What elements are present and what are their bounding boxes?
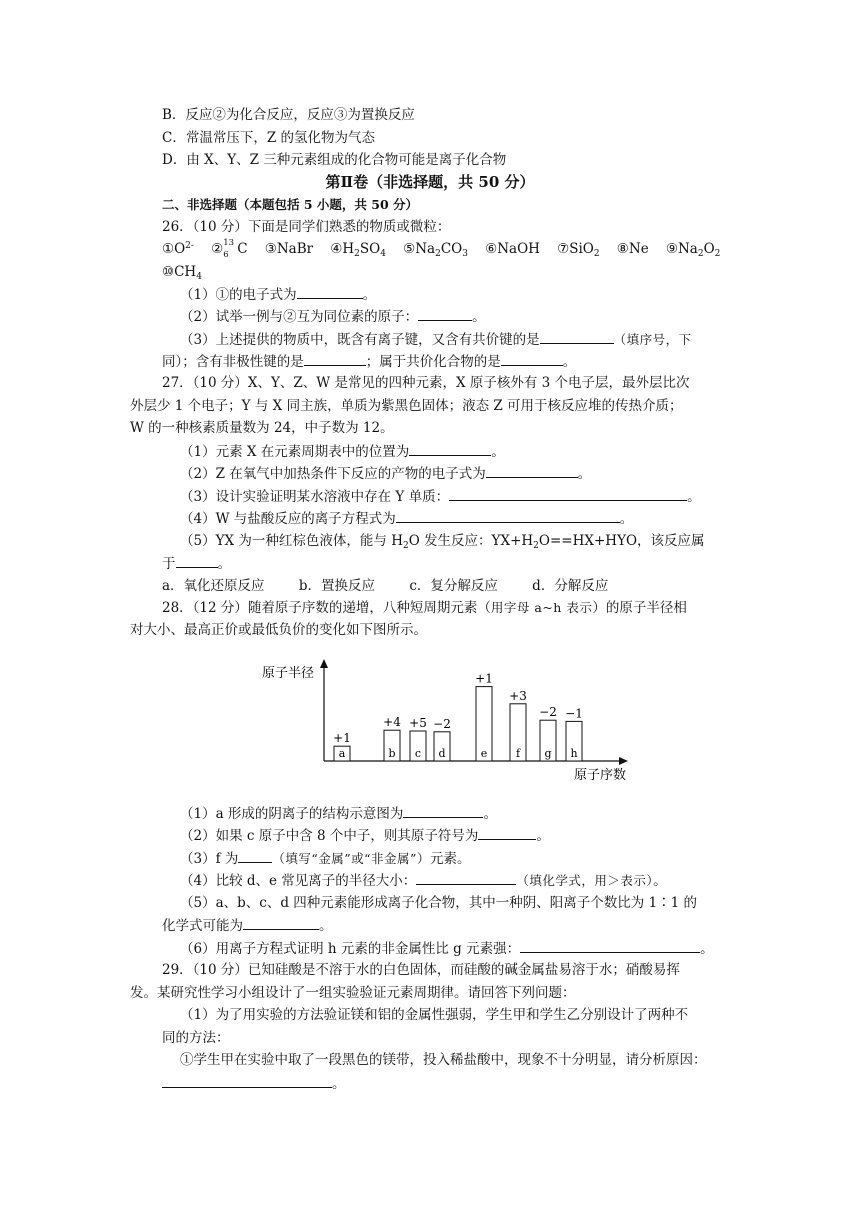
choice-a[interactable]: a．氧化还原反应 (162, 578, 265, 594)
bar-label-h: h (570, 747, 578, 760)
bar-label-g: g (544, 747, 552, 760)
q26-stem: 26．（10 分）下面是同学们熟悉的物质或微粒： (162, 219, 451, 235)
choice-d[interactable]: d．分解反应 (532, 578, 609, 594)
q27-stem-2: 外层少 1 个电子；Y 与 X 同主族，单质为紫黑色固体；液态 Z 可用于核反应堆的传热介质； (130, 398, 683, 414)
choice-b[interactable]: b．置换反应 (298, 578, 376, 594)
q29-part1: （1）为了用实验的方法验证镁和铝的金属性强弱，学生甲和学生乙分别设计了两种不 (180, 1007, 689, 1023)
part2-title: 第Ⅱ卷（非选择题，共 50 分） (325, 173, 535, 191)
q28-part6: （6）用离子方程式证明 h 元素的非金属性比 g 元素强： 。 (180, 938, 714, 959)
answer-blank[interactable] (409, 441, 491, 456)
bar-label-f: f (515, 747, 521, 760)
answer-blank[interactable] (238, 848, 272, 863)
q27-part4: （4）W 与盐酸反应的离子方程式为 。 (180, 508, 633, 529)
q28-part5-b: 化学式可能为 。 (162, 915, 333, 936)
q28-part4: （4）比较 d、e 常见离子的半径大小： （填化学式，用＞表示）。 (180, 870, 667, 891)
bar-label-e: e (480, 747, 488, 760)
answer-blank[interactable] (416, 870, 516, 885)
x-axis-label: 原子序数 (574, 768, 627, 783)
q26-part3-a: （3）上述提供的物质中，既含有离子键，又含有共价键的是 （填序号，下 (180, 329, 692, 350)
bar-label-c: c (414, 747, 422, 760)
q28-part5: （5）a、b、c、d 四种元素能形成离子化合物，其中一种阴、阳离子个数比为 1∶1 的 (180, 895, 698, 911)
answer-blank[interactable] (540, 329, 614, 344)
answer-blank[interactable] (297, 284, 363, 299)
answer-blank[interactable] (162, 1073, 332, 1088)
answer-blank[interactable] (449, 486, 687, 501)
answer-blank[interactable] (478, 825, 536, 840)
q28-part1: （1）a 形成的阴离子的结构示意图为 。 (180, 803, 497, 824)
bar-label-a: a (338, 747, 346, 760)
answer-blank[interactable] (396, 508, 620, 523)
q27-stem-1: 27．（10 分）X、Y、Z、W 是常见的四种元素，X 原子核外有 3 个电子层，最外层比次 (162, 375, 690, 391)
q25-option-d: D．由 X、Y、Z 三种元素组成的化合物可能是离子化合物 (162, 152, 507, 168)
atomic-radius-chart (250, 655, 650, 790)
answer-blank[interactable] (418, 306, 472, 321)
q26-part2: （2）试举一例与②互为同位素的原子： 。 (180, 306, 486, 327)
q25-option-c: C．常温常压下，Z 的氢化物为气态 (162, 130, 376, 146)
answer-blank[interactable] (403, 803, 483, 818)
q28-part2: （2）如果 c 原子中含 8 个中子，则其原子符号为 。 (180, 825, 550, 846)
bar-label-b: b (388, 747, 396, 760)
valence-label-d: −2 (433, 716, 451, 731)
q29-stem-2: 发。某研究性学习小组设计了一组实验验证元素周期律。请回答下列问题： (130, 985, 576, 1001)
q27-part2: （2）Z 在氧气中加热条件下反应的产物的电子式为 。 (180, 463, 591, 484)
q29-stem-1: 29．（10 分）已知硅酸是不溶于水的白色固体，而硅酸的碱金属盐易溶于水；硝酸易挥 (162, 962, 680, 978)
answer-blank[interactable] (176, 553, 218, 568)
answer-blank[interactable] (304, 351, 366, 366)
valence-label-g: −2 (539, 705, 557, 720)
q28-part3: （3）f 为 （填写“金属”或“非金属”）元素。 (180, 848, 470, 869)
q28-stem-2: 对大小、最高正价或最低负价的变化如下图所示。 (130, 622, 427, 638)
q29-answer-line: 。 (162, 1073, 346, 1094)
q27-part1: （1）元素 X 在元素周期表中的位置为 。 (180, 441, 505, 462)
y-axis-arrow (320, 659, 328, 668)
answer-blank[interactable] (501, 351, 563, 366)
section-heading: 二、非选择题（本题包括 5 小题，共 50 分） (162, 197, 419, 212)
q27-choices (162, 576, 638, 596)
answer-blank[interactable] (486, 463, 578, 478)
q27-part5: （5）YX 为一种红棕色液体，能与 $H_2O$ 发生反应：$YX+H_2O==HX+HYO$，该反应属 (180, 533, 705, 551)
q29-part1-1: ①学生甲在实验中取了一段黑色的镁带，投入稀盐酸中，现象不十分明显，请分析原因： (180, 1052, 707, 1068)
q26-part1: （1）①的电子式为 。 (180, 284, 376, 305)
q28-stem-1: 28．（12 分）随着原子序数的递增，八种短周期元素（用字母 a~h 表示）的原子半径相 (162, 600, 687, 616)
valence-label-a: +1 (333, 731, 351, 746)
q26-items: $①O^{2-}$ ② 13 6 C ③NaBr $④H_2SO_4$ $⑤Na_2CO_3$ ⑥NaOH ⑦SiO$_2$ ⑧Ne $⑨Na_2O_2$ (162, 238, 721, 260)
y-axis-label: 原子半径 (262, 666, 315, 681)
valence-label-h: −1 (565, 706, 583, 721)
valence-label-c: +5 (409, 716, 427, 730)
q29-part1-b: 同的方法： (162, 1030, 230, 1046)
answer-blank[interactable] (520, 938, 700, 953)
q27-part3: （3）设计实验证明某水溶液中存在 Y 单质： 。 (180, 486, 701, 507)
x-axis-arrow (619, 757, 628, 765)
q27-part5-b: 于 。 (162, 553, 231, 574)
valence-label-b: +4 (383, 715, 401, 730)
q26-part3-b: 同）；含有非极性键的是 ；属于共价化合物的是 。 (162, 351, 576, 372)
valence-label-e: +1 (475, 671, 493, 686)
valence-label-f: +3 (509, 688, 527, 703)
q26-item-10: $⑩CH_4$ (162, 264, 202, 282)
answer-blank[interactable] (243, 915, 319, 930)
bar-label-d: d (438, 747, 446, 760)
choice-c[interactable]: c．复分解反应 (409, 578, 498, 594)
q27-stem-3: W 的一种核素质量数为 24，中子数为 12。 (130, 420, 394, 436)
q25-option-b: B．反应②为化合反应，反应③为置换反应 (162, 107, 415, 123)
